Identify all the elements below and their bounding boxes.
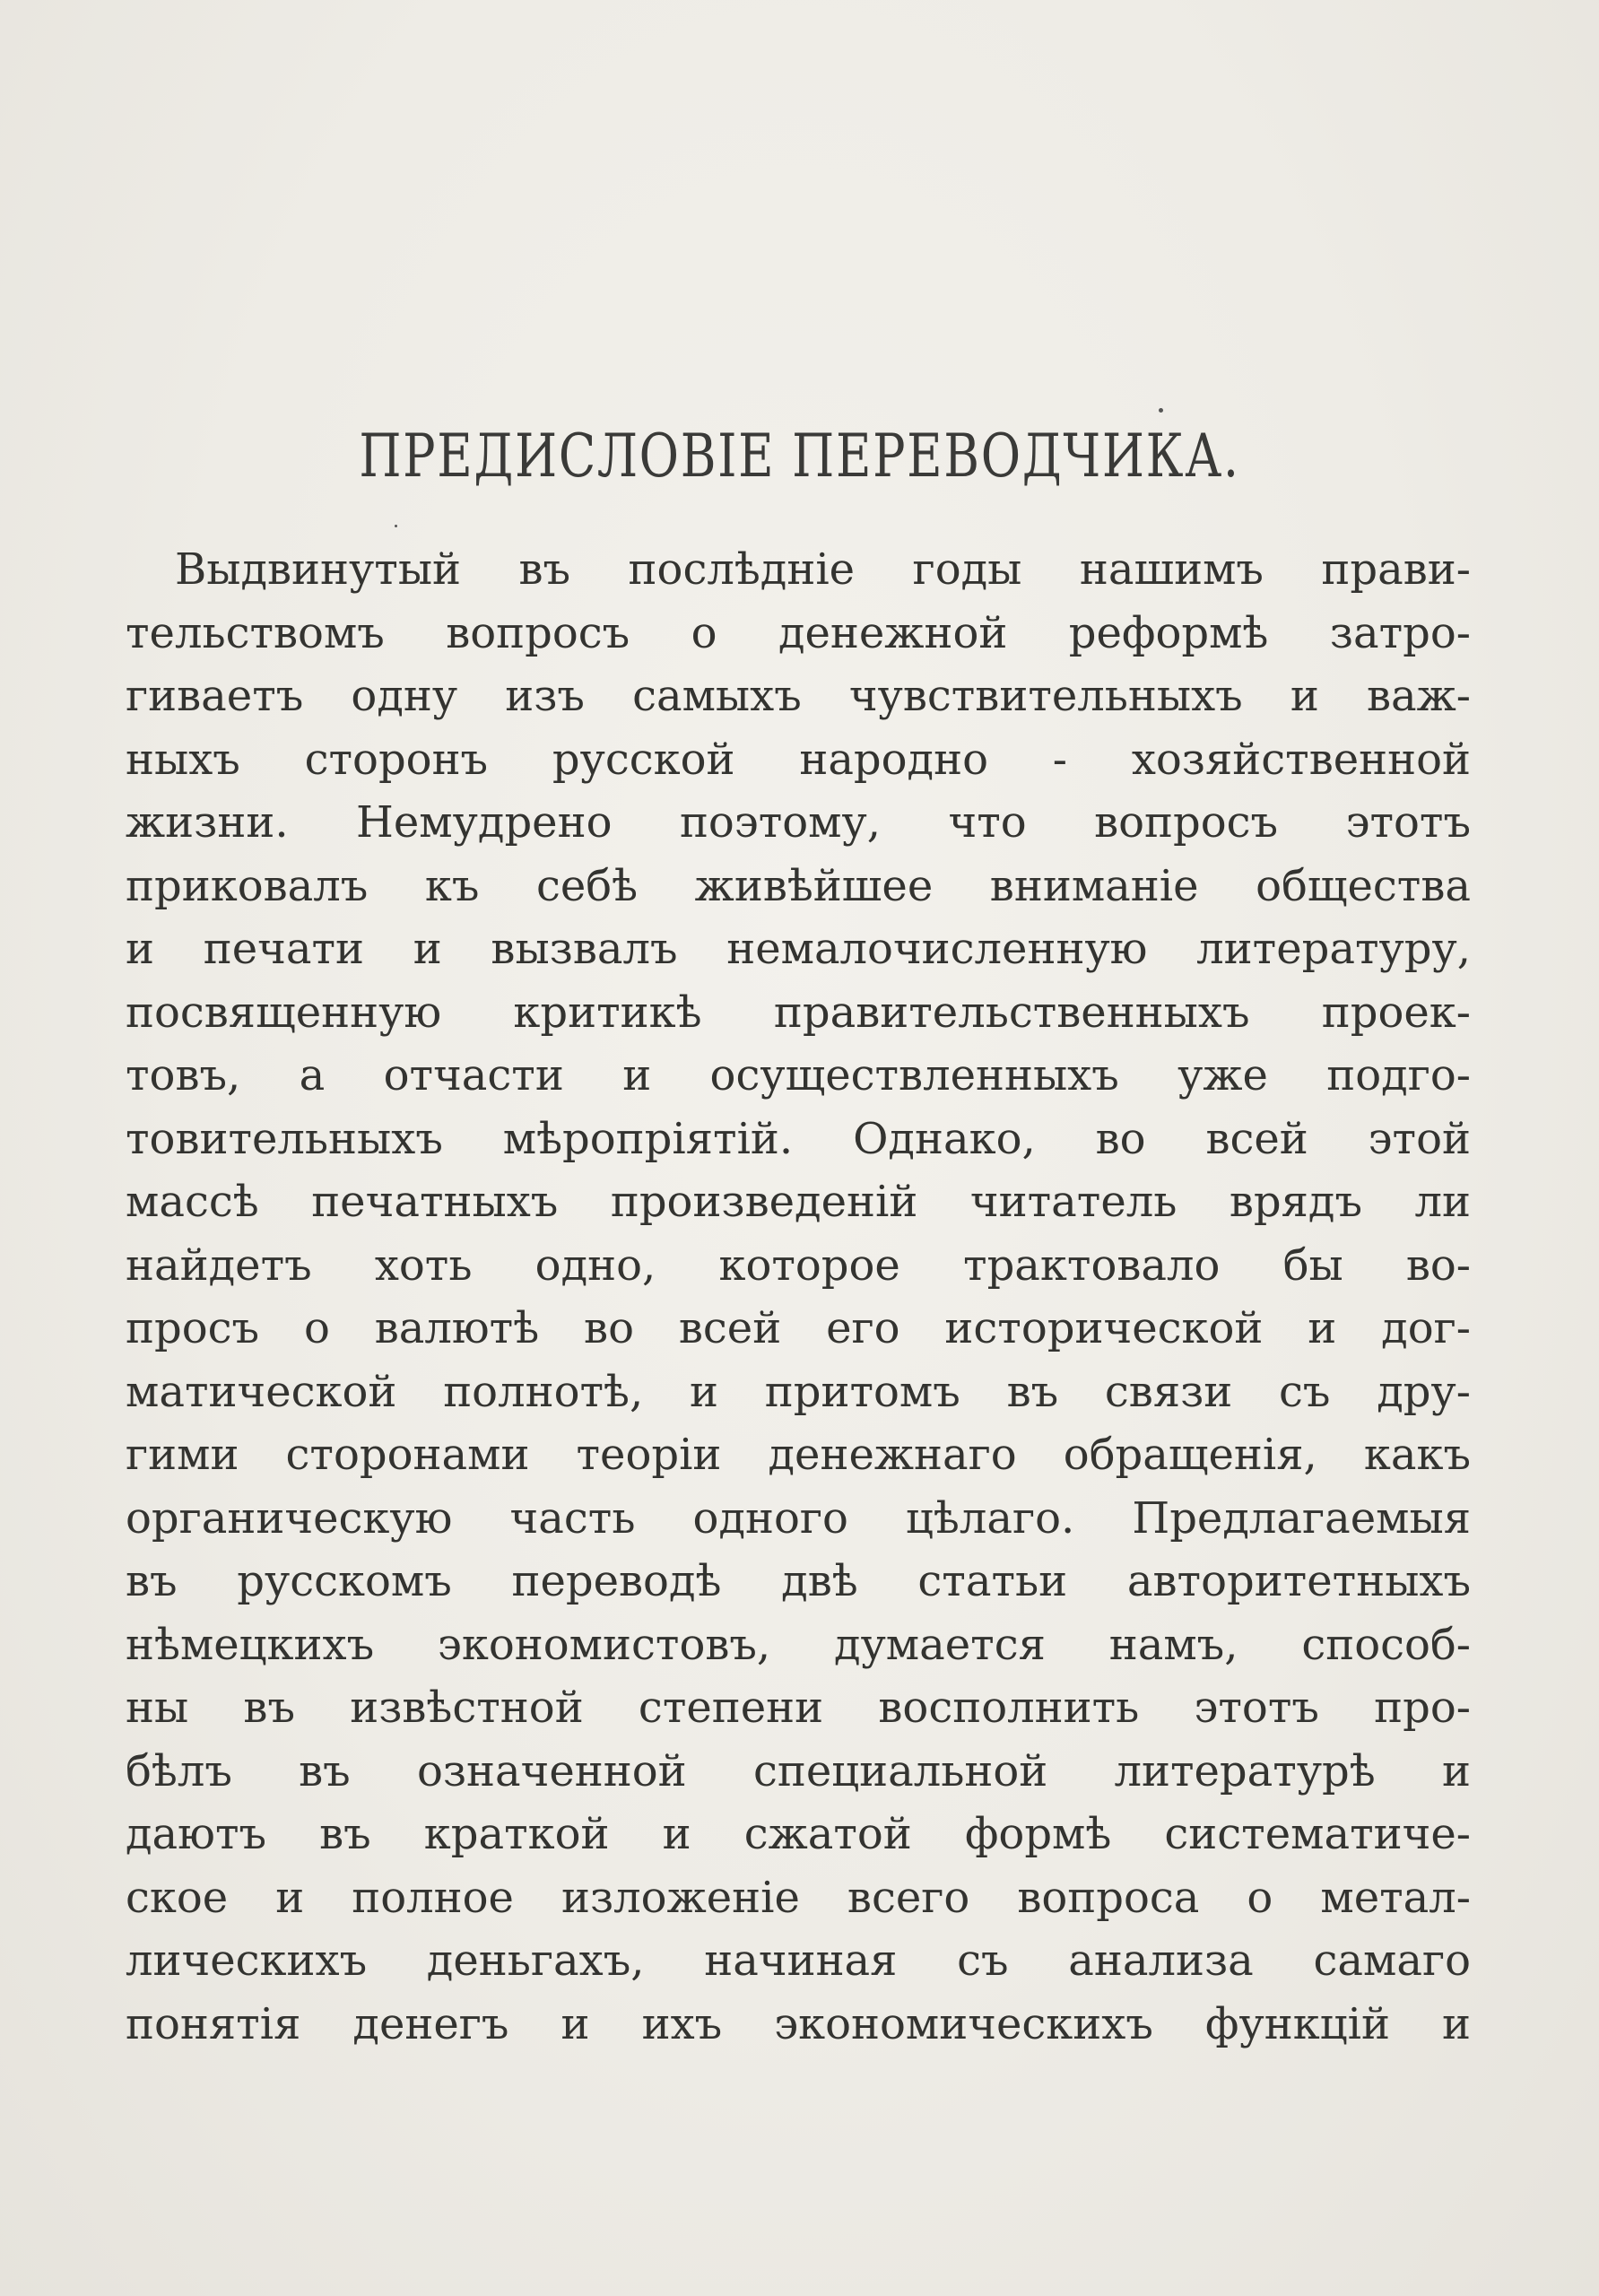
text-line: Выдвинутый въ послѣдніе годы нашимъ прави-: [175, 544, 1471, 595]
text-line: гиваетъ одну изъ самыхъ чувствительныхъ и важ-: [126, 671, 1471, 721]
text-line: ны въ извѣстной степени восполнить этотъ про-: [126, 1683, 1471, 1733]
text-line: просъ о валютѣ во всей его исторической и дог-: [126, 1303, 1471, 1353]
paper-speck: [1159, 408, 1163, 413]
text-line: жизни. Немудрено поэтому, что вопросъ этотъ: [126, 797, 1471, 848]
text-line: лическихъ деньгахъ, начиная съ анализа самаго: [126, 1935, 1471, 1986]
text-line: гими сторонами теоріи денежнаго обращенія, какъ: [126, 1430, 1471, 1480]
text-line: тельствомъ вопросъ о денежной реформѣ затро-: [126, 607, 1471, 658]
text-line: ское и полное изложеніе всего вопроса о метал-: [126, 1872, 1471, 1923]
text-line: товительныхъ мѣропріятій. Однако, во всей этой: [126, 1113, 1471, 1164]
text-line: приковалъ къ себѣ живѣйшее вниманіе общества: [126, 860, 1471, 911]
text-line: понятія денегъ и ихъ экономическихъ функцій и: [126, 1998, 1471, 2049]
text-line: массѣ печатныхъ произведеній читатель врядъ ли: [126, 1177, 1471, 1227]
paper-speck: [395, 525, 397, 527]
text-line: матической полнотѣ, и притомъ въ связи съ дру-: [126, 1366, 1471, 1417]
text-line: даютъ въ краткой и сжатой формѣ систематиче-: [126, 1809, 1471, 1859]
text-line: нѣмецкихъ экономистовъ, думается намъ, способ-: [126, 1619, 1471, 1670]
page-title: ПРЕДИСЛОВІЕ ПЕРЕВОДЧИКА.: [359, 422, 1240, 491]
text-line: товъ, а отчасти и осуществленныхъ уже подго-: [126, 1050, 1471, 1100]
text-line: въ русскомъ переводѣ двѣ статьи авторитетныхъ: [126, 1556, 1471, 1606]
text-line: бѣлъ въ означенной специальной литературѣ и: [126, 1745, 1471, 1796]
text-line: органическую часть одного цѣлаго. Предлагаемыя: [126, 1492, 1471, 1544]
text-line: найдетъ хоть одно, которое трактовало бы во-: [126, 1239, 1471, 1291]
text-line: посвященную критикѣ правительственныхъ проек-: [126, 987, 1471, 1038]
text-line: и печати и вызвалъ немалочисленную литературу,: [126, 924, 1471, 974]
text-line: ныхъ сторонъ русской народно - хозяйственной: [126, 734, 1471, 785]
body-paragraph: [126, 538, 1471, 2056]
